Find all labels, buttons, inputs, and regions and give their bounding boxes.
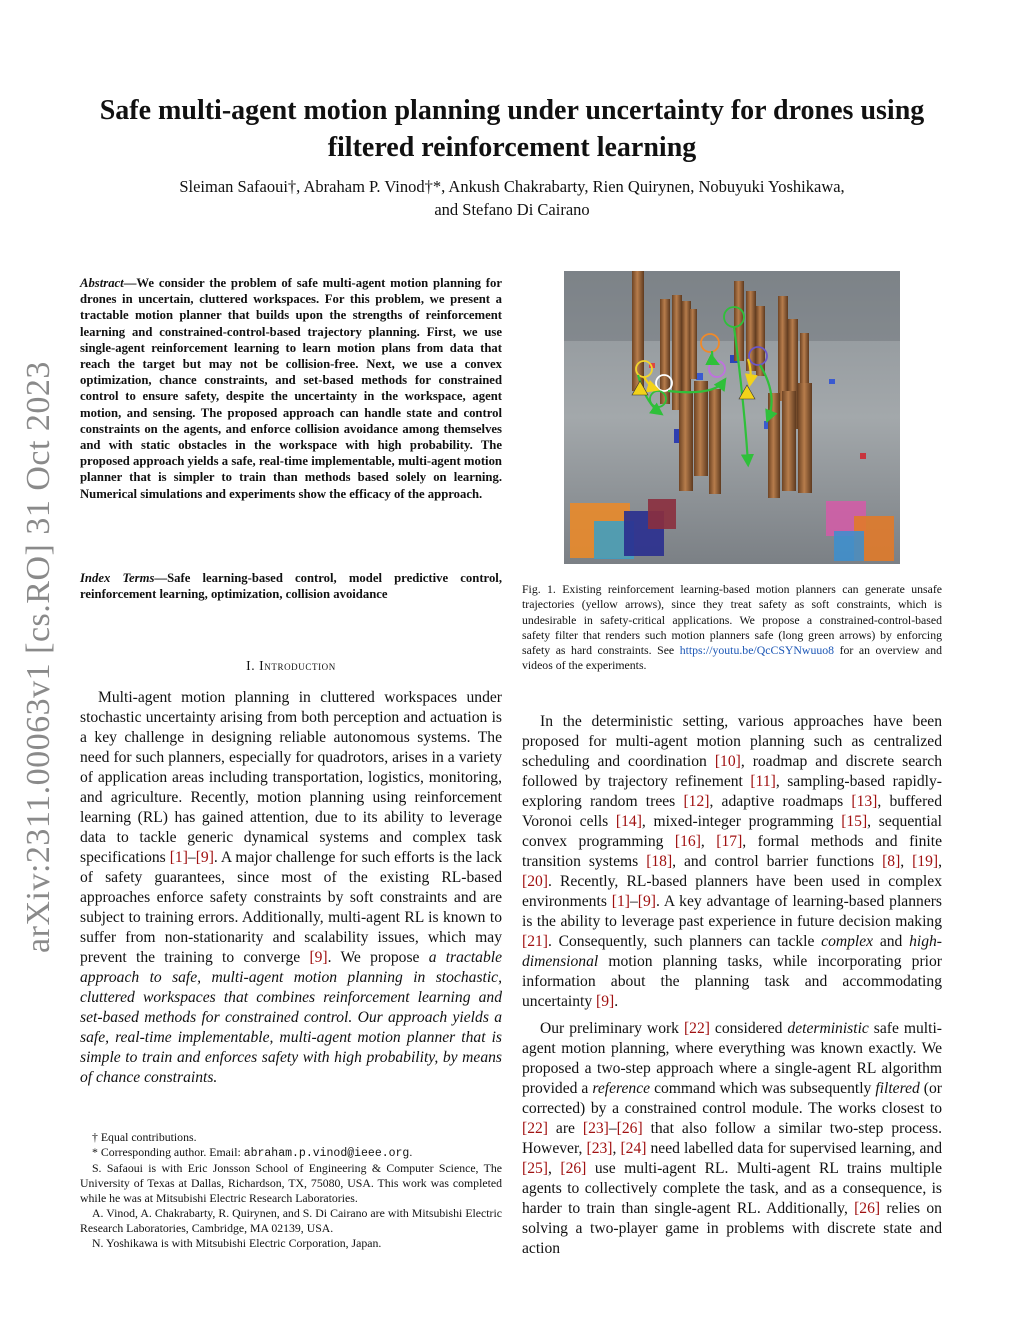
citation-link[interactable]: [11] <box>750 773 776 790</box>
intro-text: Multi-agent motion planning in cluttered workspaces under stochastic uncertainty arising from both perception and actuation is a key challenge in designing reliable autonomous systems. The need for such planners, especially for quadrotors, arises in a variety of application areas including transportation, logistics, monitoring, and agriculture. Recently, motion planning using reinforcement learning (RL) has gained attention, due to its ability to leverage data to tackle generic dynamical systems and complex task specifications <box>80 689 502 866</box>
introduction-paragraph <box>80 688 502 1088</box>
right-column-body <box>522 712 942 1266</box>
citation-link[interactable]: [9] <box>596 993 615 1010</box>
index-terms-label: Index Terms <box>80 571 155 585</box>
authors-line-2: and Stefano Di Cairano <box>434 200 590 219</box>
author-email: abraham.p.vinod@ieee.org <box>243 1147 410 1160</box>
citation-link[interactable]: [1] <box>169 849 188 866</box>
footnote-text: . <box>409 1145 413 1159</box>
citation-link[interactable]: [22] <box>522 1120 548 1137</box>
paragraph-related-work: In the deterministic setting, various approaches have been proposed for multi-agent motion planning such as centralized scheduling and coordination [10], roadmap and discrete search followed by trajectory refinement [11], sampling-based rapidly-exploring random trees [12], adaptive roadmaps [13], buffered Voronoi cells [14], mixed-integer programming [15], sequential convex programming [16], [17], formal methods and finite transition systems [18], and control barrier functions [8], [19], [20]. Recently, RL-based planners have been used in complex environments [1]–[9]. A key advantage of learning-based planners is the ability to leverage past experience in future decision making [21]. Consequently, such planners can tackle complex and high-dimensional motion planning tasks, while incorporating prior information about the planning task and accommodating uncertainty [9]. <box>522 713 943 1010</box>
citation-link[interactable]: [25] <box>522 1160 548 1177</box>
citation-link[interactable]: [14] <box>615 813 642 830</box>
citation-link[interactable]: [9] <box>637 893 656 910</box>
citation-link[interactable]: [18] <box>646 853 673 870</box>
figure-1-drone-experiment-photo <box>564 271 900 564</box>
authors-line-1: Sleiman Safaoui†, Abraham P. Vinod†*, Ankush Chakrabarty, Rien Quirynen, Nobuyuki Yoshikawa, <box>179 177 845 196</box>
section-number: I. <box>246 658 256 673</box>
abstract <box>80 275 502 502</box>
abstract-text: —We consider the problem of safe multi-agent motion planning for drones in uncertain, cluttered workspaces. For this problem, we present a tractable motion planner that builds upon the strengths of reinforcement learning and constrained-control-based trajectory planning. First, we use single-agent reinforcement learning to learn motion plans from data that reach the target but may not be collision-free. Next, we use a convex optimization, chance constraints, and set-based methods for constrained control to ensure safety, despite the uncertainty in the workspace, agent motion, and sensing. The proposed approach can handle state and control constraints on the agents, and enforce collision avoidance among themselves and with static obstacles in the workspace with high probability. The proposed approach yields a safe, real-time implementable, multi-agent motion planner that is simpler to train than methods based solely on learning. Numerical simulations and experiments show the efficacy of the approach. <box>80 276 502 501</box>
index-terms <box>80 570 502 602</box>
citation-link[interactable]: [1] <box>611 893 630 910</box>
caption-text-end: for an overview and videos of the experiments. <box>522 643 942 673</box>
citation-link[interactable]: [8] <box>882 853 901 870</box>
citation-link[interactable]: [26] <box>616 1120 643 1137</box>
citation-link[interactable]: [13] <box>851 793 878 810</box>
section-heading-introduction <box>80 658 502 674</box>
paragraph-preliminary-work: Our preliminary work [22] considered deterministic safe multi-agent motion planning, where everything was known exactly. We proposed a two-step approach where a single-agent RL algorithm provided a reference command which was subsequently filtered (or corrected) by a constrained control module. The works closest to [22] are [23]–[26] that also follow a similar two-step process. However, [23], [24] need labelled data for supervised learning, and [25], [26] use multi-agent RL. Multi-agent RL trains multiple agents to collectively complete the task, and as a consequence, is harder to train than single-agent RL. Additionally, [26] relies on solving a two-player game in problems with discrete state and action <box>522 1020 943 1257</box>
arxiv-identifier[interactable]: arXiv:2311.00063v1 [cs.RO] 31 Oct 2023 <box>20 361 57 953</box>
citation-link[interactable]: [20] <box>522 873 548 890</box>
citation-link[interactable]: [24] <box>620 1140 647 1157</box>
citation-link[interactable]: [9] <box>195 849 214 866</box>
abstract-label: Abstract <box>80 276 124 290</box>
footnote-affiliation-yoshikawa: N. Yoshikawa is with Mitsubishi Electric Corporation, Japan. <box>92 1236 382 1250</box>
wall-shadow <box>564 271 900 341</box>
footnote-equal-contribution: † Equal contributions. <box>92 1130 197 1144</box>
video-link[interactable]: https://youtu.be/QcCSYNwuuo8 <box>679 643 835 658</box>
intro-text: . A major challenge for such efforts is the lack of safety guarantees, since most of the existing RL-based approaches enforce safety constraints by soft constraints and are subject to training errors. Additionally, multi-agent RL is known to suffer from non-stationarity and scalability issues, which may prevent the training to converge <box>80 849 502 966</box>
citation-link[interactable]: [19] <box>912 853 939 870</box>
citation-link[interactable]: [21] <box>522 933 548 950</box>
citation-link[interactable]: [9] <box>309 949 328 966</box>
footnote-affiliation-merl: A. Vinod, A. Chakrabarty, R. Quirynen, and S. Di Cairano are with Mitsubishi Electric Research Laboratories, Cambridge, MA 02139, USA. <box>80 1206 502 1235</box>
citation-link[interactable]: [10] <box>714 753 741 770</box>
citation-link[interactable]: [22] <box>683 1020 710 1037</box>
intro-text: . We propose <box>327 949 429 966</box>
index-terms-text: —Safe learning-based control, model predictive control, reinforcement learning, optimization, collision avoidance <box>80 571 502 602</box>
citation-link[interactable]: [12] <box>683 793 710 810</box>
intro-text: – <box>187 849 196 866</box>
footnotes <box>80 1130 502 1251</box>
author-list <box>110 175 914 221</box>
citation-link[interactable]: [23] <box>582 1120 609 1137</box>
section-title: Introduction <box>259 658 336 673</box>
citation-link[interactable]: [23] <box>586 1140 613 1157</box>
paper-title: Safe multi-agent motion planning under uncertainty for drones using filtered reinforcement learning <box>99 95 925 163</box>
figure-1-caption <box>522 582 942 674</box>
citation-link[interactable]: [15] <box>841 813 868 830</box>
citation-link[interactable]: [17] <box>716 833 743 850</box>
caption-text: Fig. 1. Existing reinforcement learning-based motion planners can generate unsafe trajectories (yellow arrows), since they treat safety as soft constraints, which is undesirable in safety-critical applications. We propose a constrained-control-based safety filter that renders such motion planners safe (long green arrows) by enforcing safety as hard constraints. See <box>522 582 942 658</box>
intro-italic-contribution: a tractable approach to safe, multi-agent motion planning in stochastic, cluttered workspaces that combines reinforcement learning and set-based methods for constrained control. Our approach yields a safe, real-time implementable, multi-agent motion planner that is simple to train and enforces safety with high probability, by means of chance constraints. <box>80 949 503 1086</box>
citation-link[interactable]: [26] <box>854 1200 881 1217</box>
citation-link[interactable]: [26] <box>560 1160 587 1177</box>
footnote-corresponding-author <box>80 1145 502 1161</box>
footnote-affiliation-safaoui: S. Safaoui is with Eric Jonsson School of Engineering & Computer Science, The University of Texas at Dallas, Richardson, TX, 75080, USA. This work was completed while he was at Mitsubishi Electric Research Laboratories. <box>80 1161 502 1205</box>
citation-link[interactable]: [16] <box>674 833 701 850</box>
footnote-text: * Corresponding author. Email: <box>92 1145 244 1159</box>
